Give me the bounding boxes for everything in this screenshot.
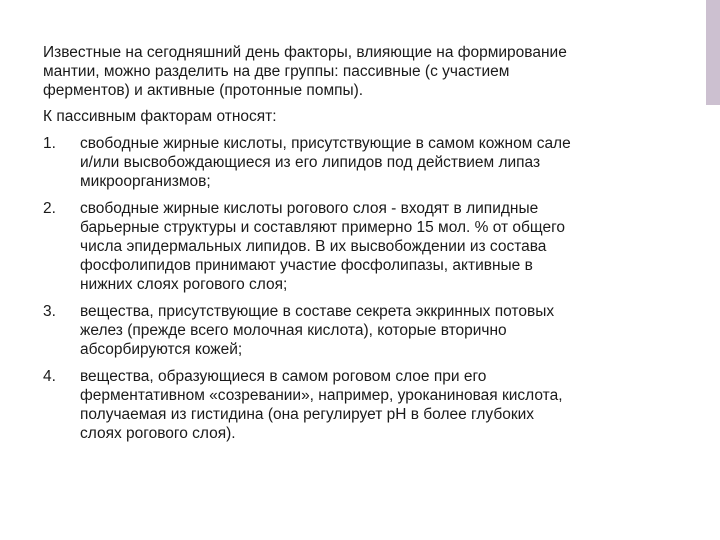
list-item	[43, 134, 673, 191]
intro-line: ферментов) и активные (протонные помпы).	[43, 82, 364, 99]
list-item-line: микроорганизмов;	[80, 173, 211, 190]
intro-line: Известные на сегодняшний день факторы, влияющие на формирование	[43, 44, 567, 61]
list-item-number: 3.	[43, 303, 56, 320]
accent-bar	[706, 0, 720, 105]
list-item-text	[80, 199, 673, 294]
list-item-line: числа эпидермальных липидов. В их высвобождении из состава	[80, 238, 547, 255]
list-item-line: ферментативном «созревании», например, уроканиновая кислота,	[80, 387, 563, 404]
list-item-text	[80, 302, 673, 359]
list-item-number: 4.	[43, 368, 56, 385]
list-item-line: свободные жирные кислоты рогового слоя - входят в липидные	[80, 200, 539, 217]
list-item-line: абсорбируются кожей;	[80, 341, 243, 358]
intro-line: мантии, можно разделить на две группы: пассивные (с участием	[43, 63, 510, 80]
list-item-line: вещества, присутствующие в составе секрета эккринных потовых	[80, 303, 555, 320]
list-item-line: барьерные структуры и составляют примерно 15 мол. % от общего	[80, 219, 566, 236]
list-item-line: нижних слоях рогового слоя;	[80, 276, 288, 293]
list-item-line: вещества, образующиеся в самом роговом слое при его	[80, 368, 487, 385]
list-item-line: желез (прежде всего молочная кислота), которые вторично	[80, 322, 507, 339]
list-item-line: свободные жирные кислоты, присутствующие в самом кожном сале	[80, 135, 571, 152]
list-item-text	[80, 134, 673, 191]
factor-list	[43, 134, 673, 443]
passive-factors-heading: К пассивным факторам относят:	[43, 108, 277, 125]
list-item-line: фосфолипидов принимают участие фосфолипазы, активные в	[80, 257, 533, 274]
list-item-number: 1.	[43, 135, 56, 152]
list-item	[43, 199, 673, 294]
list-item	[43, 302, 673, 359]
list-item-text	[80, 367, 673, 443]
list-item	[43, 367, 673, 443]
slide-content	[43, 43, 673, 451]
list-item-line: и/или высвобождающиеся из его липидов под действием липаз	[80, 154, 541, 171]
list-item-line: получаемая из гистидина (она регулирует рН в более глубоких	[80, 406, 535, 423]
list-item-number: 2.	[43, 200, 56, 217]
intro-paragraph	[43, 43, 673, 100]
list-item-line: слоях рогового слоя).	[80, 425, 236, 442]
